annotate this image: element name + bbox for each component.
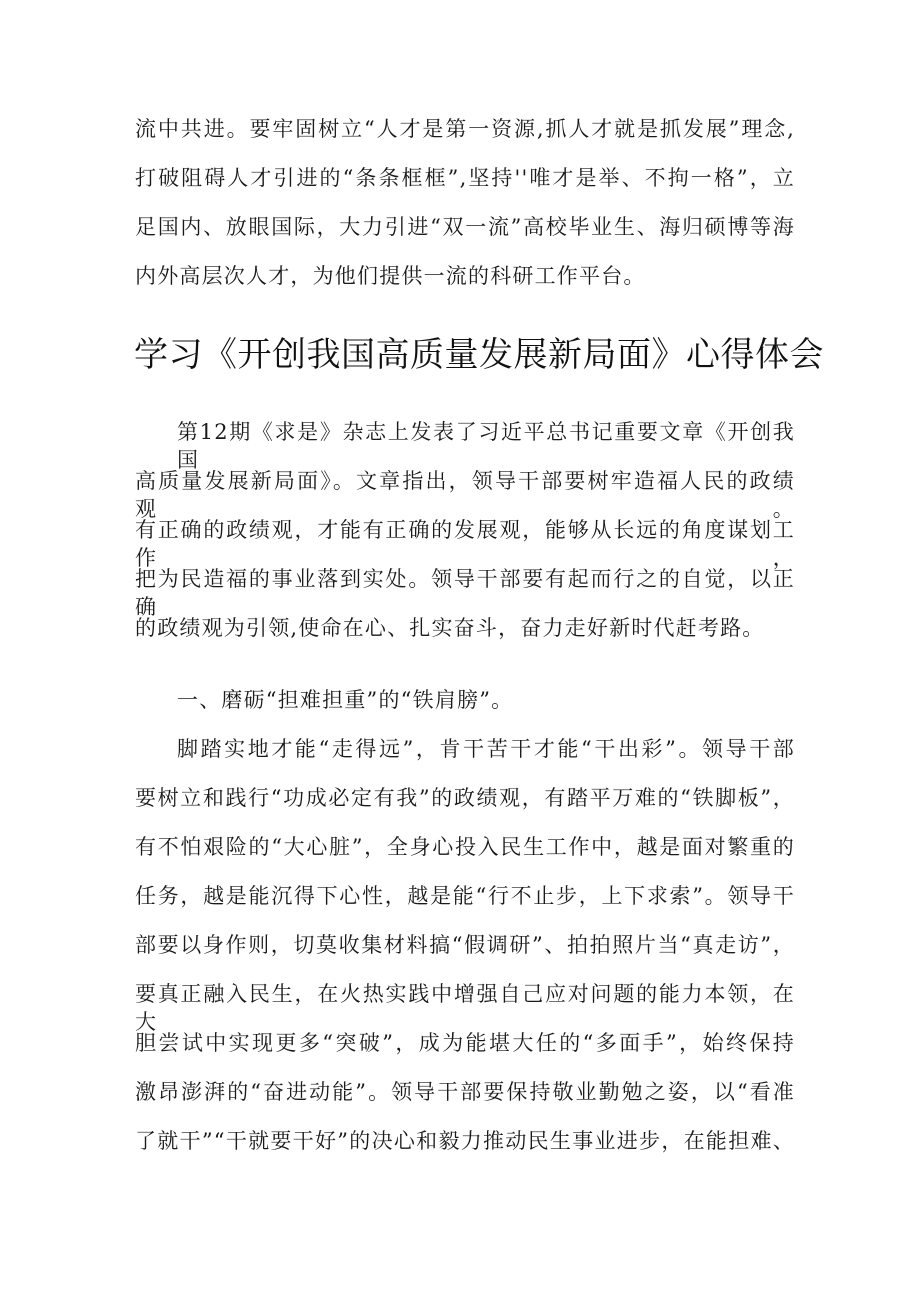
intro-line-1: 流中共进。要牢固树立“人才是第一资源,抓人才就是抓发展”理念, [135,117,795,141]
section-line-4: 任务，越是能沉得下心性，越是能“行不止步，上下求索”。领导干 [135,884,795,908]
section-line-5: 部要以身作则，切莫收集材料搞“假调研”、拍拍照片当“真走访”， [135,933,795,957]
lead-line-3: 有正确的政绩观，才能有正确的发展观，能够从长远的角度谋划工作， [135,518,795,570]
intro-line-2: 打破阻碍人才引进的“条条框框”,坚持''唯才是举、不拘一格”，立 [135,166,795,190]
article-title: 学习《开创我国高质量发展新局面》心得体会 [134,335,824,375]
intro-line-4: 内外高层次人才，为他们提供一流的科研工作平台。 [135,264,646,288]
section-heading: 一、磨砺“担难担重”的“铁肩膀”。 [177,688,514,712]
section-line-6: 要真正融入民生，在火热实践中增强自己应对问题的能力本领，在大 [135,982,795,1034]
lead-line-1: 第12期《求是》杂志上发表了习近平总书记重要文章《开创我国 [177,420,795,472]
lead-line-5: 的政绩观为引领,使命在心、扎实奋斗，奋力走好新时代赶考路。 [135,616,765,640]
section-line-7: 胆尝试中实现更多“突破”，成为能堪大任的“多面手”，始终保持 [135,1031,795,1055]
lead-line-4: 把为民造福的事业落到实处。领导干部要有起而行之的自觉，以正确 [135,567,795,619]
intro-line-3: 足国内、放眼国际，大力引进“双一流”高校毕业生、海归硕博等海 [135,215,795,239]
section-line-1: 脚踏实地才能“走得远”，肯干苦干才能“干出彩”。领导干部 [177,737,795,761]
section-line-9: 了就干”“干就要干好”的决心和毅力推动民生事业进步，在能担难、 [135,1129,795,1153]
section-line-3: 有不怕艰险的“大心脏”，全身心投入民生工作中，越是面对繁重的 [135,835,795,859]
lead-line-2: 高质量发展新局面》。文章指出，领导干部要树牢造福人民的政绩观。 [135,469,795,521]
section-line-8: 激昂澎湃的“奋进动能”。领导干部要保持敬业勤勉之姿，以“看准 [135,1080,795,1104]
section-line-2: 要树立和践行“功成必定有我”的政绩观，有踏平万难的“铁脚板”， [135,786,795,810]
